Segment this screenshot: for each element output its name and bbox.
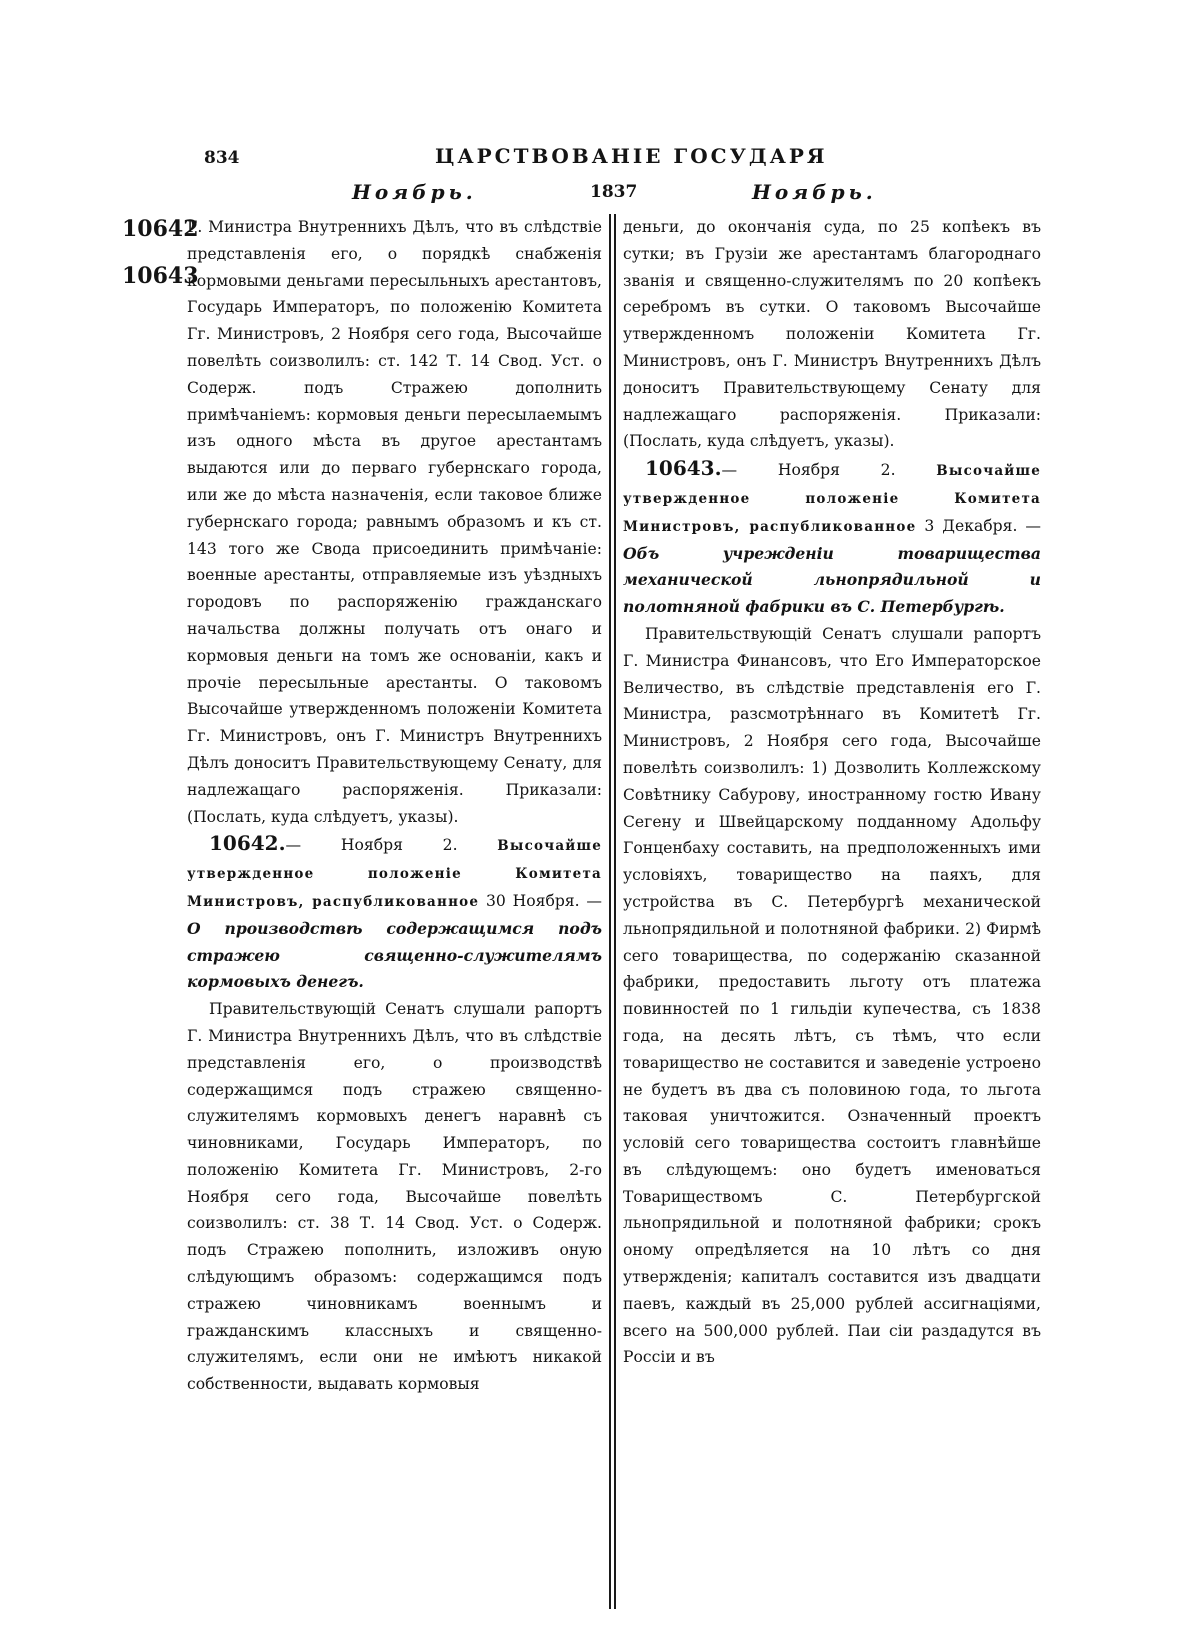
entry-number: 10643.: [645, 456, 722, 481]
margin-number-10643: 10643: [122, 263, 199, 289]
month-right: Ноябрь.: [752, 180, 877, 204]
margin-number-10642: 10642: [122, 216, 199, 242]
page-number: 834: [204, 148, 240, 168]
entry-publication-date: 3 Декабря. —: [916, 516, 1041, 535]
left-paragraph-continued: Г. Министра Внутреннихъ Дѣлъ, что въ слѣдствіе представленія его, о порядкѣ снабженія кормовыми деньгами пересыльныхъ арестантовъ, Государь Императоръ, по положенію Комитета Гг. Министровъ, 2 Ноября сего года, Высочайше повелѣть соизволилъ: ст. 142 Т. 14 Свод. Уст. о Содерж. подъ Стражею дополнить примѣчаніемъ: кормовыя деньги пересылаемымъ изъ одного мѣста въ другое арестантамъ выдаются или до перваго губернскаго города, или же до мѣста назначенія, если таковое ближе губернскаго города; равнымъ образомъ и къ ст. 143 того же Свода присоединить примѣчаніе: военные арестанты, отправляемые изъ уѣздныхъ городовъ по распоряженію гражданскаго начальства должны получать отъ онаго и кормовыя деньги на томъ же основаніи, какъ и прочіе пересыльные арестанты. О таковомъ Высочайше утвержденномъ положеніи Комитета Гг. Министровъ, онъ Г. Министръ Внутреннихъ Дѣлъ доноситъ Правительствующему Сенату, для надлежащаго распоряженія. Приказали: (Послать, куда слѣдуетъ, указы).: [187, 218, 602, 826]
column-rule: [614, 214, 616, 1609]
entry-publication-date: 30 Ноября. —: [479, 891, 602, 910]
month-left: Ноябрь.: [352, 180, 477, 204]
left-column: [187, 214, 602, 1634]
entry-decree-type: Высочайше утвержденное положеніе Комитета Министровъ, распубликованное: [623, 463, 1041, 535]
entry-number: 10642.: [209, 831, 286, 856]
right-column: [623, 214, 1041, 1634]
entry-body-10643: Правительствующій Сенатъ слушали рапортъ Г. Министра Финансовъ, что Его Императорское Величество, въ слѣдствіе представленія его Г. Министра, разсмотрѣннаго въ Комитетѣ Гг. Министровъ, 2 Ноября сего года, Высочайше повелѣть соизволилъ: 1) Дозволить Коллежскому Совѣтнику Сабурову, иностранному гостю Ивану Сегену и Швейцарскому подданному Адольфу Гонценбаху составить, на предположенныхъ ими условіяхъ, товарищество на паяхъ, для устройства въ С. Петербургѣ механической льнопрядильной и полотняной фабрики. 2) Фирмѣ сего товарищества, по содержанію сказанной фабрики, предоставить льготу отъ платежа повинностей по 1 гильдіи купечества, съ 1838 года, на десять лѣтъ, съ тѣмъ, что если товарищество не составится и заведеніе устроено не будетъ въ два съ половиною года, то льгота таковая уничтожится. Означенный проектъ условій сего товарищества состоитъ главнѣйше въ слѣдующемъ: оно будетъ именоваться Товариществомъ С. Петербургской льнопрядильной и полотняной фабрики; срокъ оному опредѣляется на 10 лѣтъ со дня утвержденія; капиталъ составится изъ двадцати паевъ, каждый въ 25,000 рублей ассигнаціями, всего на 500,000 рублей. Паи сіи раздадутся въ Россіи и въ: [623, 624, 1041, 1367]
column-rule: [609, 214, 611, 1609]
entry-date: — Ноября 2.: [721, 461, 937, 480]
entry-date: — Ноября 2.: [285, 836, 498, 855]
entry-body-10642: Правительствующій Сенатъ слушали рапортъ Г. Министра Внутреннихъ Дѣлъ, что въ слѣдствіе представленія его, о производствѣ содержащимся подъ стражею священно-служителямъ кормовыхъ денегъ наравнѣ съ чиновниками, Государь Императоръ, по положенію Комитета Гг. Министровъ, 2-го Ноября сего года, Высочайше повелѣть соизволилъ: ст. 38 Т. 14 Свод. Уст. о Содерж. подъ Стражею пополнить, изложивъ оную слѣдующимъ образомъ: содержащимся подъ стражею чиновникамъ военнымъ и гражданскимъ классныхъ и священно-служителямъ, если они не имѣютъ никакой собственности, выдавать кормовыя: [187, 1000, 602, 1394]
right-paragraph-continued: деньги, до окончанія суда, по 25 копѣекъ въ сутки; въ Грузіи же арестантамъ благороднаго званія и священно-служителямъ по 20 копѣекъ серебромъ въ сутки. О таковомъ Высочайше утвержденномъ положеніи Комитета Гг. Министровъ, онъ Г. Министръ Внутреннихъ Дѣлъ доноситъ Правительствующему Сенату для надлежащаго распоряженія. Приказали: (Послать, куда слѣдуетъ, указы).: [623, 218, 1041, 451]
entry-decree-type: Высочайше утвержденное положеніе Комитета Министровъ, распубликованное: [187, 838, 602, 910]
running-title: ЦАРСТВОВАНІЕ ГОСУДАРЯ: [435, 144, 828, 168]
year: 1837: [590, 182, 638, 202]
entry-heading-10643: [623, 455, 1041, 621]
entry-heading-10642: [187, 830, 602, 996]
entry-title: О производствѣ содержащимся подъ стражею священно-служителямъ кормовыхъ денегъ.: [187, 918, 602, 992]
entry-title: Объ учрежденіи товарищества механической льнопрядильной и полотняной фабрики въ С. Петербургѣ.: [623, 543, 1041, 617]
